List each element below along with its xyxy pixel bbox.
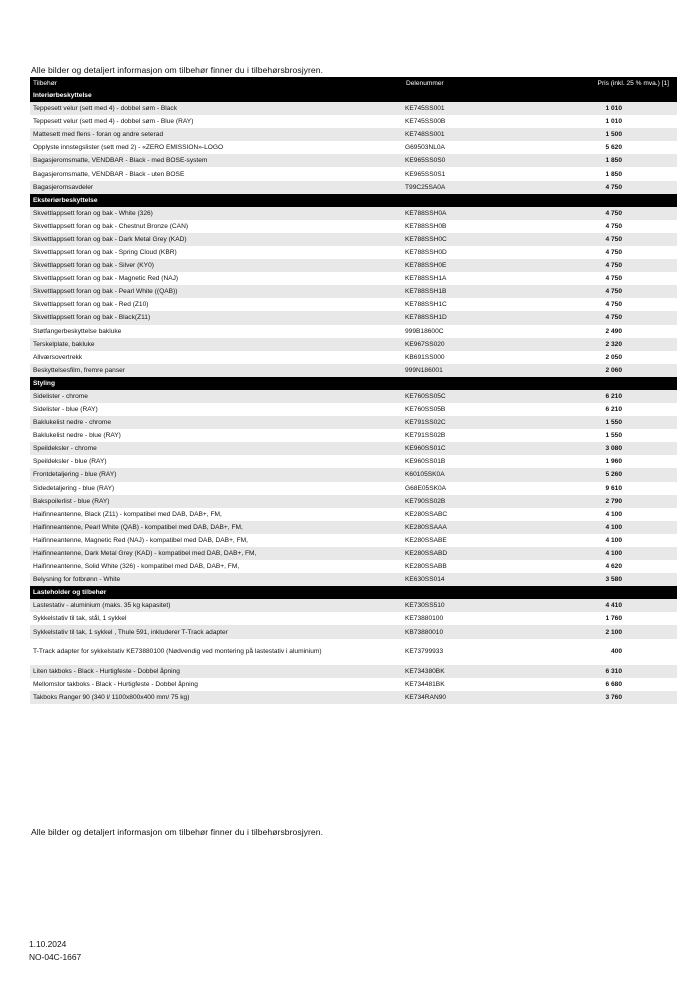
cell-description: Bagasjeromsmatte, VENDBAR - Black - med BOSE-system xyxy=(30,154,403,167)
cell-description: Skvettlappsett foran og bak - Magnetic Red (NAJ) xyxy=(30,272,403,285)
cell-part-number: KE965SS0S0 xyxy=(403,154,543,167)
cell-part-number: KE788SSH0D xyxy=(403,246,543,259)
cell-price: 4 410 xyxy=(543,599,677,612)
cell-part-number: KE760SS05B xyxy=(403,403,543,416)
table-row xyxy=(30,233,677,246)
table-row xyxy=(30,364,677,377)
cell-description: Sidedetaljering - blue (RAY) xyxy=(30,482,403,495)
cell-description: Haifinneantenne, Solid White (326) - kompatibel med DAB, DAB+, FM, xyxy=(30,560,403,573)
table-body xyxy=(30,89,677,704)
table-row xyxy=(30,285,677,298)
table-row xyxy=(30,560,677,573)
table-row xyxy=(30,259,677,272)
cell-part-number: KE280SSAAA xyxy=(403,521,543,534)
cell-part-number: KE960SS01B xyxy=(403,455,543,468)
section-title: Lasteholder og tilbehør xyxy=(30,586,677,599)
cell-description: Mattesett med flens - foran og andre seterad xyxy=(30,128,403,141)
cell-description: Sidelister - chrome xyxy=(30,390,403,403)
table-row xyxy=(30,181,677,194)
cell-description: Opplyste innstegslister (sett med 2) - «ZERO EMISSION»-LOGO xyxy=(30,141,403,154)
cell-price: 6 210 xyxy=(543,390,677,403)
cell-part-number: KE280SSABD xyxy=(403,547,543,560)
cell-part-number: KE960SS01C xyxy=(403,442,543,455)
cell-part-number: KE734481BK xyxy=(403,678,543,691)
table-row xyxy=(30,534,677,547)
table-row xyxy=(30,599,677,612)
cell-description: Lastestativ - aluminium (maks. 35 kg kapasitet) xyxy=(30,599,403,612)
table-row xyxy=(30,482,677,495)
cell-description: Skvettlappsett foran og bak - Silver (KY0) xyxy=(30,259,403,272)
cell-description: Beskyttelsesfilm, fremre panser xyxy=(30,364,403,377)
cell-description: Haifinneantenne, Dark Metal Grey (KAD) - kompatibel med DAB, DAB+, FM, xyxy=(30,547,403,560)
table-row xyxy=(30,102,677,115)
cell-price: 1 850 xyxy=(543,154,677,167)
table-row xyxy=(30,612,677,625)
cell-price: 3 080 xyxy=(543,442,677,455)
cell-part-number: G68E05SK0A xyxy=(403,482,543,495)
cell-price: 1 010 xyxy=(543,115,677,128)
cell-price: 1 850 xyxy=(543,167,677,180)
cell-part-number: KE790SS02B xyxy=(403,495,543,508)
header-part-number: Delenummer xyxy=(403,77,543,89)
cell-description: Skvettlappsett foran og bak - Red (Z10) xyxy=(30,298,403,311)
cell-description: Sykkelstativ til tak, stål, 1 sykkel xyxy=(30,612,403,625)
table-row xyxy=(30,691,677,704)
cell-part-number: KE734380BK xyxy=(403,665,543,678)
cell-price: 4 750 xyxy=(543,220,677,233)
cell-description: Skvettlappsett foran og bak - White (326) xyxy=(30,207,403,220)
cell-price: 4 750 xyxy=(543,233,677,246)
intro-note: Alle bilder og detaljert informasjon om tilbehør finner du i tilbehørsbrosjyren. xyxy=(31,65,324,75)
cell-part-number: KB73880010 xyxy=(403,625,543,638)
cell-part-number: KE788SSH0C xyxy=(403,233,543,246)
table-row xyxy=(30,625,677,638)
cell-price: 4 100 xyxy=(543,534,677,547)
table-row xyxy=(30,665,677,678)
cell-part-number: G69503NL0A xyxy=(403,141,543,154)
cell-price: 6 680 xyxy=(543,678,677,691)
cell-part-number: K60105SK0A xyxy=(403,468,543,481)
cell-description: Teppesett velur (sett med 4) - dobbel søm - Black xyxy=(30,102,403,115)
cell-price: 1 550 xyxy=(543,429,677,442)
table-row xyxy=(30,141,677,154)
cell-description: Bagasjeromsavdeler xyxy=(30,181,403,194)
cell-description: Speildeksler - blue (RAY) xyxy=(30,455,403,468)
cell-part-number: KE630SS014 xyxy=(403,573,543,586)
table-row xyxy=(30,115,677,128)
cell-price: 2 060 xyxy=(543,364,677,377)
table-header-row xyxy=(30,77,677,89)
cell-description: Baklukelist nedre - chrome xyxy=(30,416,403,429)
table-row xyxy=(30,416,677,429)
bottom-note: Alle bilder og detaljert informasjon om tilbehør finner du i tilbehørsbrosjyren. xyxy=(31,827,324,837)
cell-part-number: KE760SS05C xyxy=(403,390,543,403)
cell-part-number: KE745SS00B xyxy=(403,115,543,128)
cell-part-number: KE730SS510 xyxy=(403,599,543,612)
table-row xyxy=(30,429,677,442)
cell-price: 2 490 xyxy=(543,325,677,338)
cell-part-number: KE788SSH0B xyxy=(403,220,543,233)
cell-price: 4 620 xyxy=(543,560,677,573)
cell-description: Terskelplate, bakluke xyxy=(30,338,403,351)
cell-description: Teppesett velur (sett med 4) - dobbel søm - Blue (RAY) xyxy=(30,115,403,128)
cell-price: 5 620 xyxy=(543,141,677,154)
section-title: Eksteriørbeskyttelse xyxy=(30,194,677,207)
cell-price: 2 320 xyxy=(543,338,677,351)
cell-part-number: KE788SSH1C xyxy=(403,298,543,311)
cell-part-number: KE788SSH1B xyxy=(403,285,543,298)
table-row xyxy=(30,338,677,351)
cell-description: Sykkelstativ til tak, 1 sykkel , Thule 591, inkluderer T-Track adapter xyxy=(30,625,403,638)
cell-price: 6 210 xyxy=(543,403,677,416)
cell-price: 1 500 xyxy=(543,128,677,141)
table-row xyxy=(30,325,677,338)
cell-price: 6 310 xyxy=(543,665,677,678)
table-row xyxy=(30,154,677,167)
table-row xyxy=(30,390,677,403)
footer-code: NO-04C-1667 xyxy=(29,952,82,962)
cell-price: 400 xyxy=(543,639,677,665)
table-row xyxy=(30,207,677,220)
cell-price: 3 580 xyxy=(543,573,677,586)
cell-price: 4 750 xyxy=(543,246,677,259)
cell-part-number: KE791SS02C xyxy=(403,416,543,429)
cell-price: 1 960 xyxy=(543,455,677,468)
table-row xyxy=(30,508,677,521)
cell-part-number: 999B18600C xyxy=(403,325,543,338)
cell-part-number: KE791SS02B xyxy=(403,429,543,442)
cell-description: Takboks Ranger 90 (340 l/ 1100x800x400 mm/ 75 kg) xyxy=(30,691,403,704)
cell-part-number: KE788SSH0E xyxy=(403,259,543,272)
table-row xyxy=(30,495,677,508)
cell-price: 4 100 xyxy=(543,547,677,560)
cell-description: Mellomstor takboks - Black - Hurtigfeste - Dobbel åpning xyxy=(30,678,403,691)
table-row xyxy=(30,468,677,481)
cell-part-number: KE967SS020 xyxy=(403,338,543,351)
cell-price: 3 760 xyxy=(543,691,677,704)
cell-description: Baklukelist nedre - blue (RAY) xyxy=(30,429,403,442)
cell-part-number: KE280SSABB xyxy=(403,560,543,573)
footer xyxy=(29,938,81,964)
cell-description: Haifinneantenne, Magnetic Red (NAJ) - kompatibel med DAB, DAB+, FM, xyxy=(30,534,403,547)
cell-part-number: KE73799933 xyxy=(403,639,543,665)
cell-price: 2 050 xyxy=(543,351,677,364)
cell-part-number: KE965SS0S1 xyxy=(403,167,543,180)
section-title: Styling xyxy=(30,377,677,390)
cell-price: 4 750 xyxy=(543,181,677,194)
table-row xyxy=(30,298,677,311)
table-row xyxy=(30,272,677,285)
cell-price: 9 610 xyxy=(543,482,677,495)
header-price: Pris (inkl. 25 % mva.) [1] xyxy=(543,77,677,89)
table-row xyxy=(30,678,677,691)
cell-part-number: KE788SSH1D xyxy=(403,311,543,324)
cell-price: 1 550 xyxy=(543,416,677,429)
cell-price: 4 750 xyxy=(543,285,677,298)
cell-description: Haifinneantenne, Pearl White (QAB) - kompatibel med DAB, DAB+, FM, xyxy=(30,521,403,534)
cell-price: 4 750 xyxy=(543,207,677,220)
cell-price: 4 750 xyxy=(543,311,677,324)
cell-part-number: KE745SS001 xyxy=(403,102,543,115)
cell-description: T-Track adapter for sykkelstativ KE73880100 (Nødvendig ved montering på lastestativ i aluminium) xyxy=(30,639,403,665)
cell-description: Haifinneantenne, Black (Z11) - kompatibel med DAB, DAB+, FM, xyxy=(30,508,403,521)
footer-date: 1.10.2024 xyxy=(29,939,67,949)
section-title: Interiørbeskyttelse xyxy=(30,89,677,102)
section-header-row xyxy=(30,377,677,390)
table-row xyxy=(30,220,677,233)
cell-description: Allværsovertrekk xyxy=(30,351,403,364)
table-row xyxy=(30,521,677,534)
table-row xyxy=(30,547,677,560)
section-header-row xyxy=(30,89,677,102)
table-row xyxy=(30,246,677,259)
cell-part-number: KE734RAN90 xyxy=(403,691,543,704)
cell-description: Skvettlappsett foran og bak - Pearl White ((QAB)) xyxy=(30,285,403,298)
cell-part-number: KE280SSABC xyxy=(403,508,543,521)
table-row xyxy=(30,639,677,665)
header-accessory: Tilbehør xyxy=(30,77,403,89)
table-row xyxy=(30,455,677,468)
section-header-row xyxy=(30,194,677,207)
section-header-row xyxy=(30,586,677,599)
cell-description: Belysning for fotbrønn - White xyxy=(30,573,403,586)
cell-price: 4 750 xyxy=(543,298,677,311)
cell-price: 1 760 xyxy=(543,612,677,625)
cell-description: Skvettlappsett foran og bak - Dark Metal Grey (KAD) xyxy=(30,233,403,246)
cell-part-number: T99C25SA0A xyxy=(403,181,543,194)
cell-description: Sidelister - blue (RAY) xyxy=(30,403,403,416)
cell-price: 4 750 xyxy=(543,259,677,272)
cell-price: 4 100 xyxy=(543,521,677,534)
cell-description: Skvettlappsett foran og bak - Black(Z11) xyxy=(30,311,403,324)
table-row xyxy=(30,442,677,455)
table-row xyxy=(30,351,677,364)
table-row xyxy=(30,311,677,324)
accessory-price-table xyxy=(30,77,677,704)
cell-part-number: KB691SS000 xyxy=(403,351,543,364)
cell-part-number: KE788SSH0A xyxy=(403,207,543,220)
cell-description: Liten takboks - Black - Hurtigfeste - Dobbel åpning xyxy=(30,665,403,678)
cell-part-number: KE280SSABE xyxy=(403,534,543,547)
cell-description: Støtfangerbeskyttelse bakluke xyxy=(30,325,403,338)
cell-price: 4 750 xyxy=(543,272,677,285)
cell-price: 2 790 xyxy=(543,495,677,508)
cell-part-number: 999N186001 xyxy=(403,364,543,377)
table-row xyxy=(30,403,677,416)
cell-description: Frontdetaljering - blue (RAY) xyxy=(30,468,403,481)
cell-part-number: KE788SSH1A xyxy=(403,272,543,285)
cell-description: Skvettlappsett foran og bak - Spring Cloud (KBR) xyxy=(30,246,403,259)
cell-price: 2 100 xyxy=(543,625,677,638)
table-row xyxy=(30,573,677,586)
cell-description: Bakspoilerlist - blue (RAY) xyxy=(30,495,403,508)
cell-price: 1 010 xyxy=(543,102,677,115)
cell-description: Speildeksler - chrome xyxy=(30,442,403,455)
table-row xyxy=(30,167,677,180)
cell-description: Bagasjeromsmatte, VENDBAR - Black - uten BOSE xyxy=(30,167,403,180)
cell-price: 4 100 xyxy=(543,508,677,521)
cell-part-number: KE73880100 xyxy=(403,612,543,625)
cell-price: 5 260 xyxy=(543,468,677,481)
cell-part-number: KE748SS001 xyxy=(403,128,543,141)
table-row xyxy=(30,128,677,141)
cell-description: Skvettlappsett foran og bak - Chestnut Bronze (CAN) xyxy=(30,220,403,233)
